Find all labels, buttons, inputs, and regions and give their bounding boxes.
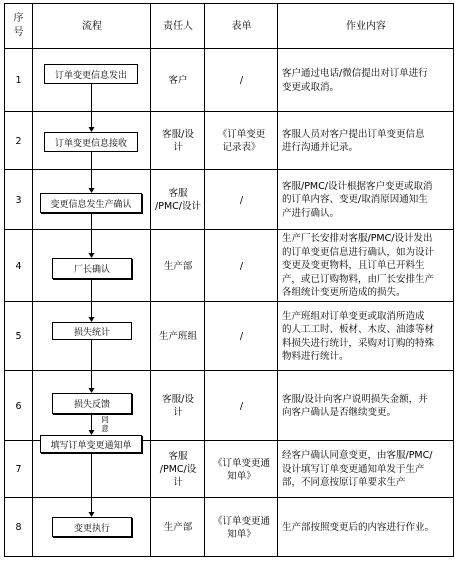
row-2-content — [278, 112, 454, 170]
row-5-owner-text — [159, 330, 197, 343]
row-4-form — [205, 230, 278, 302]
row-5-form-line: / — [239, 331, 244, 342]
row-6-content — [278, 371, 454, 441]
row-2-owner-text — [162, 128, 194, 154]
row-1-form-line: / — [239, 75, 244, 86]
row-7-content-text — [282, 449, 432, 490]
row-7-form-text — [213, 457, 270, 483]
flow-condition-char2: 意 — [101, 424, 109, 433]
row-2-form — [205, 112, 278, 170]
step-box-6: 损失反馈 — [52, 393, 132, 414]
row-8-content — [278, 498, 454, 557]
row-3-form — [205, 170, 278, 230]
row-4-owner — [151, 230, 205, 302]
header-owner: 责任人 — [163, 20, 193, 32]
row-5-content — [278, 302, 454, 371]
row-1-seq — [4, 49, 33, 112]
header-seq-line2: 号 — [13, 27, 24, 38]
row-5-content-text — [282, 310, 434, 364]
step-box-4: 厂长确认 — [52, 258, 132, 279]
header-seq-line1: 序 — [13, 13, 24, 24]
row-1-seq-text: 1 — [15, 75, 22, 86]
row-7-content-line: 设计填写订单变更通知单发于生产 — [282, 463, 425, 475]
row-7-content-line: 部，不同意按原订单要求生产 — [282, 477, 406, 489]
header-flow: 流程 — [82, 20, 102, 32]
row-5-seq — [4, 302, 33, 371]
row-1-owner — [151, 49, 205, 112]
row-8-owner-text — [164, 521, 193, 534]
row-6-seq-text: 6 — [15, 400, 22, 412]
row-7-form-line: 《订单变更通 — [212, 457, 270, 469]
row-6-form-line: / — [239, 400, 244, 412]
step-box-3: 变更信息发生产确认 — [40, 193, 142, 213]
row-3-content-line: 的订单内容、变更/取消原因通知生 — [282, 194, 428, 206]
row-1-form — [205, 49, 278, 112]
row-7-seq-text: 7 — [15, 464, 22, 475]
row-7-owner-line: /PMC/设 — [159, 464, 197, 475]
row-3-seq — [4, 170, 33, 230]
row-3-owner-line: /PMC/设计 — [155, 201, 201, 212]
row-3-owner-text — [155, 187, 201, 213]
row-2-form-line: 《订单变更 — [217, 129, 266, 140]
process-table — [4, 3, 454, 557]
row-1-content-line: 客户通过电话/微信提出对订单进行 — [282, 68, 428, 79]
row-4-content-line: 的订单变更信息进行确认，如为设计 — [282, 246, 435, 258]
row-6-content-text — [282, 393, 428, 420]
row-8-content-line: 生产部按照变更后的内容进行作业。 — [282, 521, 435, 533]
row-7-form — [205, 441, 278, 498]
row-3-content-line: 产进行确认。 — [282, 207, 340, 219]
row-2-form-line: 记录表》 — [222, 142, 261, 153]
row-8-form-line: 《订单变更通 — [212, 515, 270, 527]
row-5-content-line: 的人工工时、板材、木皮、油漆等材 — [282, 324, 435, 335]
row-8-owner-line: 生产部 — [163, 522, 193, 533]
row-3-content-text — [282, 180, 432, 221]
row-3-content — [278, 170, 454, 230]
row-3-owner — [151, 170, 205, 230]
row-4-content-line: 变更及变更物料，且订单已开料生 — [282, 260, 425, 272]
row-6-content-line: 客服/设计向客户说明损失金额，并 — [282, 393, 428, 405]
row-5-content-line: 生产班组对订单变更或取消所造成 — [282, 310, 425, 322]
flow-condition-label — [100, 415, 110, 433]
row-7-owner-line: 客服 — [168, 451, 188, 462]
row-2-owner-line: 客服/设 — [162, 129, 194, 140]
row-4-content-text — [282, 232, 434, 300]
row-3-seq-text: 3 — [15, 194, 22, 206]
step-box-8: 变更执行 — [52, 517, 132, 537]
row-6-owner — [151, 371, 205, 441]
row-2-seq-text: 2 — [15, 135, 22, 147]
row-5-seq-text: 5 — [15, 331, 22, 342]
row-2-form-text — [218, 128, 266, 154]
row-4-form-line: / — [239, 260, 244, 272]
row-6-owner-line: 客服/设 — [162, 394, 194, 405]
row-4-form-text — [240, 260, 243, 273]
row-5-form-text — [240, 330, 243, 343]
row-2-seq — [4, 112, 33, 170]
step-box-2: 订单变更信息接收 — [44, 132, 138, 152]
row-6-seq — [4, 371, 33, 441]
row-8-form-line: 知单》 — [227, 528, 256, 540]
row-3-form-line: / — [239, 194, 244, 206]
row-1-owner-line: 客户 — [168, 75, 188, 86]
row-6-form — [205, 371, 278, 441]
row-7-form-line: 知单》 — [227, 470, 256, 482]
row-5-owner — [151, 302, 205, 371]
row-2-content-line: 进行沟通并记录。 — [282, 142, 359, 153]
row-1-content-text — [282, 67, 428, 94]
row-7-content-line: 经客户确认同意变更，由客服/PMC/ — [282, 450, 433, 462]
row-4-owner-line: 生产部 — [163, 260, 193, 272]
row-5-form — [205, 302, 278, 371]
row-7-content — [278, 441, 454, 498]
row-8-owner — [151, 498, 205, 557]
row-6-content-line: 向客户确认是否继续变更。 — [282, 407, 397, 418]
row-8-form-text — [213, 515, 270, 541]
row-4-content-line: 产，或已订购物料，由厂长安排生产 — [282, 273, 435, 285]
header-seq — [4, 3, 33, 49]
row-5-owner-line: 生产班组 — [158, 331, 197, 342]
header-content: 作业内容 — [346, 20, 386, 32]
row-6-owner-line: 计 — [173, 407, 183, 418]
row-4-content — [278, 230, 454, 302]
row-1-content-line: 变更或取消。 — [282, 81, 340, 93]
step-box-1: 订单变更信息发出 — [44, 64, 138, 84]
row-4-content-line: 生产厂长安排对客服/PMC/设计发出 — [282, 233, 433, 245]
row-3-form-text — [240, 194, 243, 207]
row-2-owner-line: 计 — [173, 142, 183, 153]
row-8-seq — [4, 498, 33, 557]
row-5-content-line: 物料进行统计。 — [282, 351, 349, 362]
row-6-form-text — [240, 400, 243, 413]
row-7-owner — [151, 441, 205, 498]
row-1-owner-text — [168, 74, 187, 87]
row-1-form-text — [240, 74, 243, 87]
row-3-content-line: 客服/PMC/设计根据客户变更或取消 — [282, 180, 433, 192]
header-form: 表单 — [231, 20, 252, 32]
row-4-seq-text: 4 — [15, 260, 22, 272]
step-box-7: 填写订单变更通知单 — [40, 435, 142, 453]
row-7-seq — [4, 441, 33, 498]
row-4-seq — [4, 230, 33, 302]
row-8-form — [205, 498, 278, 557]
row-2-owner — [151, 112, 205, 170]
row-4-content-line: 各组统计变更所造成的损失。 — [282, 287, 406, 299]
row-8-seq-text: 8 — [15, 522, 22, 533]
row-8-content-text — [282, 521, 434, 535]
row-7-owner-text — [160, 450, 196, 489]
row-7-owner-line: 计 — [173, 477, 183, 488]
row-3-owner-line: 客服 — [168, 188, 188, 199]
flow-condition-char1: 同 — [101, 415, 109, 424]
row-2-content-text — [282, 128, 425, 155]
row-6-owner-text — [162, 393, 194, 419]
row-2-content-line: 客服人员对客户提出订单变更信息 — [282, 128, 425, 140]
row-5-content-line: 料损失进行统计，采购对订购的特殊 — [282, 337, 435, 349]
row-4-owner-text — [164, 260, 193, 273]
step-box-5: 损失统计 — [52, 322, 132, 340]
row-1-content — [278, 49, 454, 112]
